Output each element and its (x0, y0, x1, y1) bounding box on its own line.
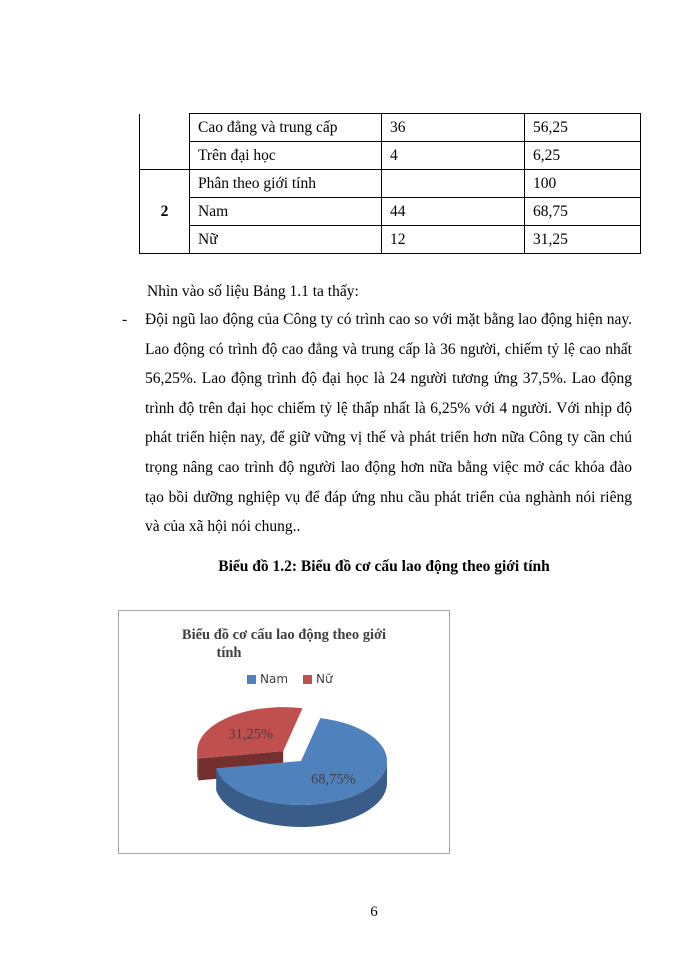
legend-swatch-nu (303, 675, 312, 684)
table-cell-label: Nam (190, 198, 382, 226)
table-cell-stt: 2 (140, 170, 190, 254)
table-cell-label: Cao đẳng và trung cấp (190, 114, 382, 142)
table-cell-percent: 100 (525, 170, 641, 198)
table-cell-count: 4 (382, 142, 525, 170)
pie-data-label: 31,25% (228, 726, 274, 743)
labor-structure-table (139, 113, 641, 254)
table-row (140, 142, 641, 170)
analysis-paragraph: Đội ngũ lao động của Công ty có trình cao so với mặt bằng lao động hiện nay. Lao động có trình độ cao đẳng và trung cấp là 36 người, chiếm tỷ lệ cao nhất 56,25%. Lao động trình độ đại học là 24 người tương ứng 37,5%. Lao động trình độ trên đại học chiếm tỷ lệ thấp nhất là 6,25% với 4 người. Với nhịp độ phát triển hiện nay, để giữ vững vị thế và phát triển hơn nữa Công ty cần chú trọng nâng cao trình độ người lao động hơn nữa bằng việc mở các khóa đào tạo bồi dưỡng nghiệp vụ để đáp ứng nhu cầu phát triển của nghành nói riêng và của xã hội nói chung.. (145, 311, 632, 536)
chart-title-line-2: tính (216, 645, 242, 661)
table-cell-count: 44 (382, 198, 525, 226)
legend-label-nam: Nam (260, 672, 289, 686)
table-cell-count: 36 (382, 114, 525, 142)
bullet-dash: - (122, 311, 128, 328)
table-cell-count: 12 (382, 226, 525, 254)
legend-label-nu: Nữ (316, 672, 333, 686)
intro-sentence: Nhìn vào số liệu Bảng 1.1 ta thấy: (147, 283, 359, 300)
table-row (140, 226, 641, 254)
table-cell-percent: 56,25 (525, 114, 641, 142)
pie-chart-svg (119, 611, 449, 853)
pie-data-label: 68,75% (311, 771, 356, 788)
chart-title-line-1: Biểu đồ cơ cấu lao động theo giới (181, 627, 387, 643)
table-cell-stt (140, 114, 190, 170)
pie-slices (197, 707, 387, 827)
table-row (140, 170, 641, 198)
gender-pie-chart (118, 610, 450, 854)
table-cell-count (382, 170, 525, 198)
table-cell-percent: 31,25 (525, 226, 641, 254)
table-cell-percent: 6,25 (525, 142, 641, 170)
legend-swatch-nam (247, 675, 256, 684)
chart-caption: Biểu đồ 1.2: Biểu đồ cơ cấu lao động theo giới tính (218, 558, 550, 575)
table-row (140, 114, 641, 142)
page-number: 6 (370, 904, 378, 920)
table-cell-label: Nữ (190, 226, 382, 254)
table-cell-label: Trên đại học (190, 142, 382, 170)
table-row (140, 198, 641, 226)
table-cell-percent: 68,75 (525, 198, 641, 226)
table-cell-label: Phân theo giới tính (190, 170, 382, 198)
